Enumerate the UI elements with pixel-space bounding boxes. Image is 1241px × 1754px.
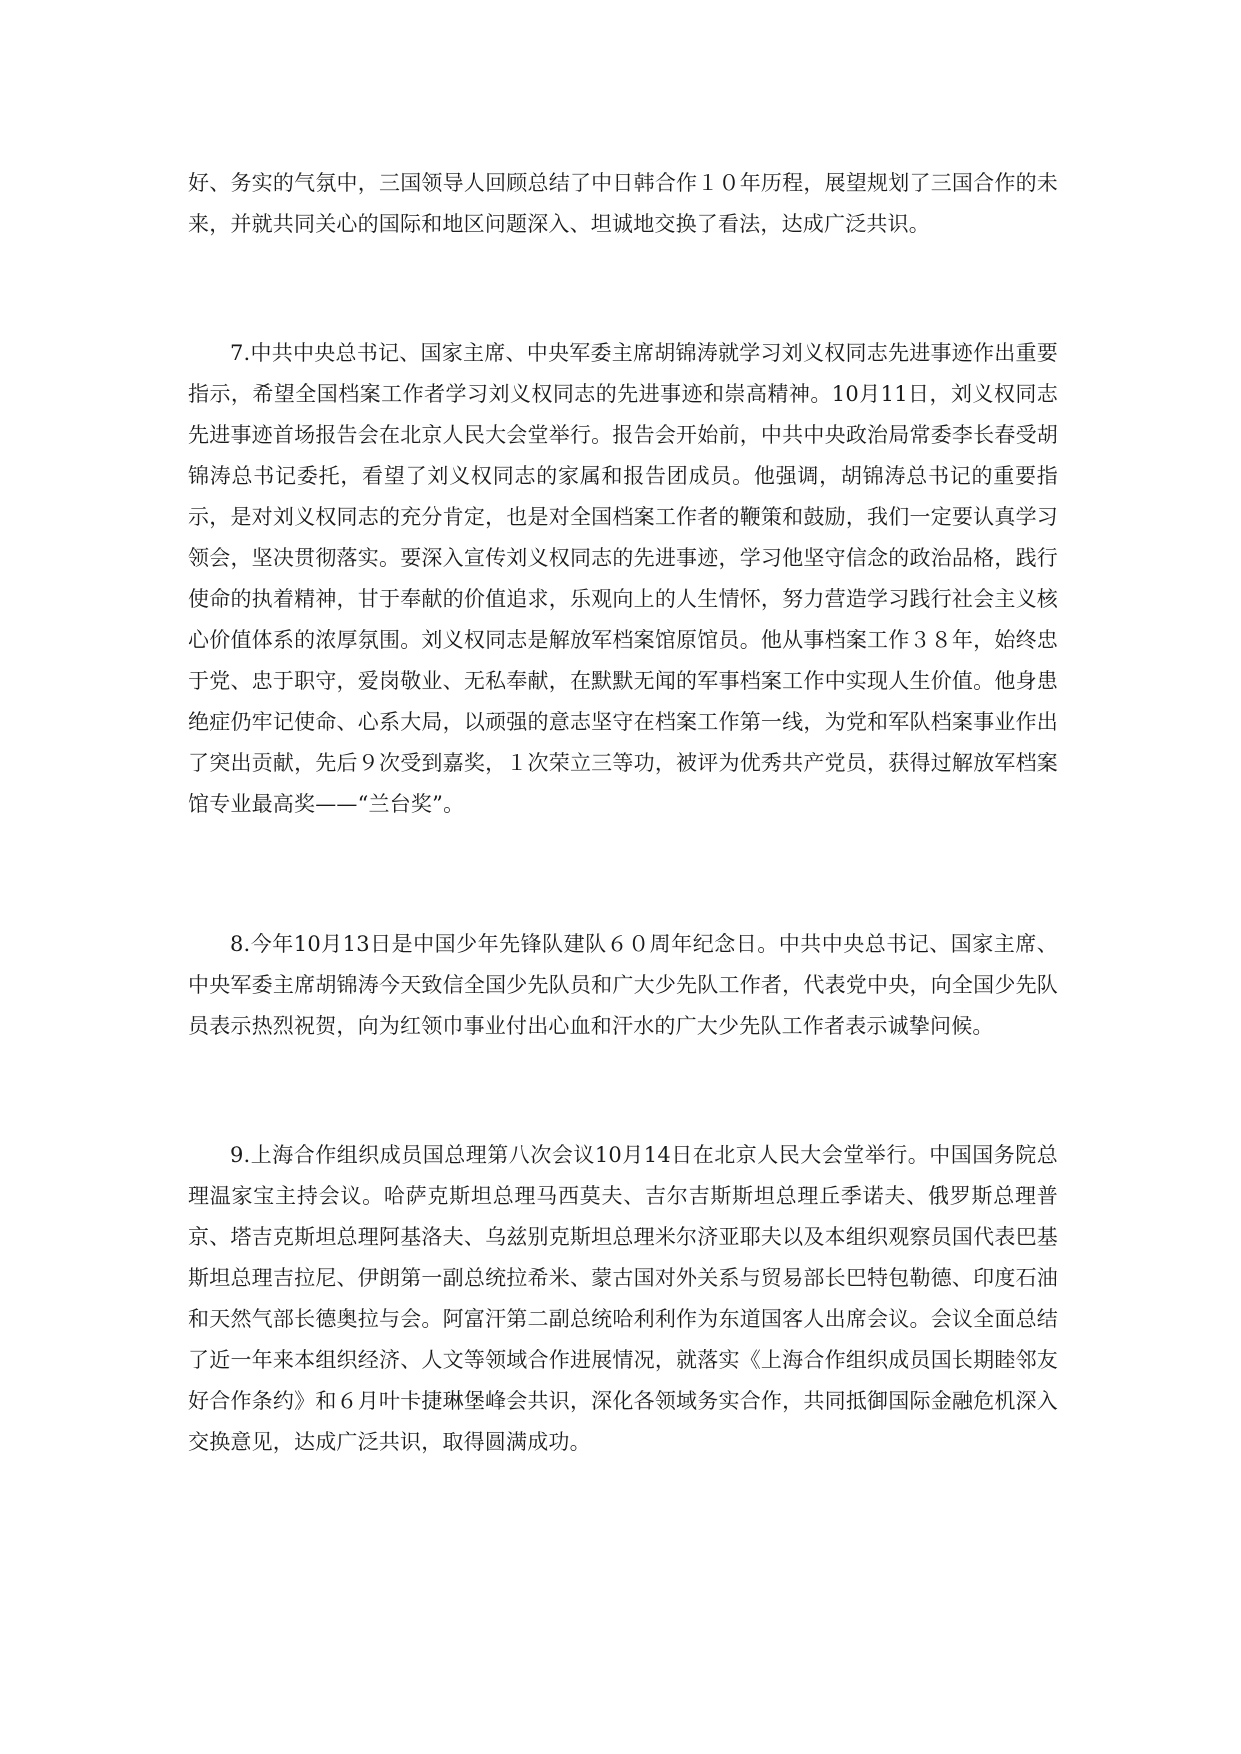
paragraph-item-9: 9.上海合作组织成员国总理第八次会议10月14日在北京人民大会堂举行。中国国务院总理温家宝主持会议。哈萨克斯坦总理马西莫夫、吉尔吉斯斯坦总理丘季诺夫、俄罗斯总理普京、塔吉克斯坦总理阿基洛夫、乌兹别克斯坦总理米尔济亚耶夫以及本组织观察员国代表巴基斯坦总理吉拉尼、伊朗第一副总统拉希米、蒙古国对外关系与贸易部长巴特包勒德、印度石油和天然气部长德奥拉与会。阿富汗第二副总统哈利利作为东道国客人出席会议。会议全面总结了近一年来本组织经济、人文等领域合作进展情况，就落实《上海合作组织成员国长期睦邻友好合作条约》和６月叶卡捷琳堡峰会共识，深化各领域务实合作，共同抵御国际金融危机深入交换意见，达成广泛共识，取得圆满成功。 bbox=[188, 1143, 1058, 1454]
paragraph-continuation: 好、务实的气氛中，三国领导人回顾总结了中日韩合作１０年历程，展望规划了三国合作的未来，并就共同关心的国际和地区问题深入、坦诚地交换了看法，达成广泛共识。 bbox=[188, 171, 1058, 236]
paragraph-item-8: 8.今年10月13日是中国少年先锋队建队６０周年纪念日。中共中央总书记、国家主席、中央军委主席胡锦涛今天致信全国少先队员和广大少先队工作者，代表党中央，向全国少先队员表示热烈祝贺，向为红领巾事业付出心血和汗水的广大少先队工作者表示诚挚问候。 bbox=[188, 932, 1058, 1038]
paragraph-item-7: 7.中共中央总书记、国家主席、中央军委主席胡锦涛就学习刘义权同志先进事迹作出重要指示，希望全国档案工作者学习刘义权同志的先进事迹和崇高精神。10月11日，刘义权同志先进事迹首场报告会在北京人民大会堂举行。报告会开始前，中共中央政治局常委李长春受胡锦涛总书记委托，看望了刘义权同志的家属和报告团成员。他强调，胡锦涛总书记的重要指示，是对刘义权同志的充分肯定，也是对全国档案工作者的鞭策和鼓励，我们一定要认真学习领会，坚决贯彻落实。要深入宣传刘义权同志的先进事迹，学习他坚守信念的政治品格，践行使命的执着精神，甘于奉献的价值追求，乐观向上的人生情怀，努力营造学习践行社会主义核心价值体系的浓厚氛围。刘义权同志是解放军档案馆原馆员。他从事档案工作３８年，始终忠于党、忠于职守，爱岗敬业、无私奉献，在默默无闻的军事档案工作中实现人生价值。他身患绝症仍牢记使命、心系大局，以顽强的意志坚守在档案工作第一线，为党和军队档案事业作出了突出贡献，先后９次受到嘉奖，１次荣立三等功，被评为优秀共产党员，获得过解放军档案馆专业最高奖——“兰台奖”。 bbox=[188, 341, 1058, 816]
